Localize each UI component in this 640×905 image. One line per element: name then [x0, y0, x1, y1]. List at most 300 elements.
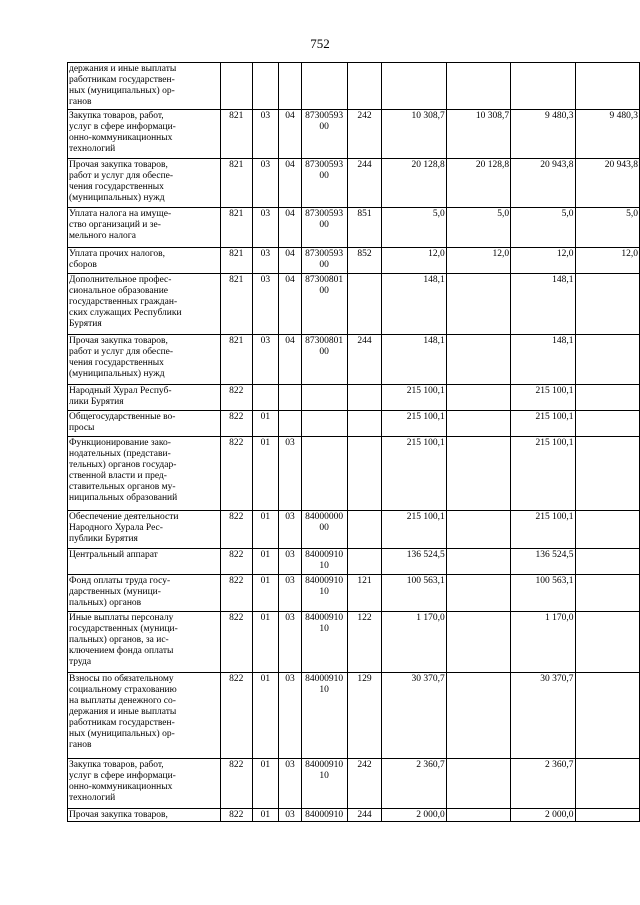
- row-gr-code: [221, 110, 253, 159]
- row-vr-code: [347, 612, 382, 673]
- row-rz-code-text: 01: [260, 760, 271, 770]
- row-name-text: Прочая закупка товаров, работ и услуг для обеспе- чения государственных (муниципальных) нужд: [69, 336, 174, 379]
- row-gr-code: [221, 63, 253, 110]
- row-gr-code: [221, 673, 253, 759]
- table-row: [68, 575, 640, 612]
- row-sum-1: [382, 274, 446, 335]
- table-row: [68, 208, 640, 248]
- row-gr-code-text: 821: [229, 249, 244, 259]
- row-gr-code: [221, 575, 253, 612]
- table-row: [68, 612, 640, 673]
- row-sum-2: [446, 385, 510, 411]
- row-gr-code-text: 822: [229, 674, 244, 684]
- table-row: [68, 437, 640, 511]
- row-cs-code-text: 84000910 10: [305, 576, 344, 597]
- row-pr-code-text: 04: [285, 275, 295, 285]
- row-rz-code: [252, 335, 279, 385]
- row-sum-3-text: 2 000,0: [545, 810, 574, 820]
- row-cs-code-text: 84000910 10: [305, 760, 344, 781]
- row-rz-code: [252, 63, 279, 110]
- row-cs-code-text: 87300593 00: [305, 209, 344, 230]
- row-gr-code: [221, 809, 253, 822]
- row-gr-code: [221, 411, 253, 437]
- row-vr-code: [347, 63, 382, 110]
- row-sum-3-text: 20 943,8: [540, 160, 574, 170]
- row-name: [68, 208, 221, 248]
- table-row: [68, 63, 640, 110]
- row-vr-code: [347, 575, 382, 612]
- row-sum-1: [382, 411, 446, 437]
- row-sum-4: [575, 110, 639, 159]
- table-row: [68, 248, 640, 274]
- row-cs-code-text: 84000910 10: [305, 550, 344, 571]
- row-name: [68, 673, 221, 759]
- row-pr-code-text: 03: [285, 674, 295, 684]
- row-sum-3: [511, 335, 575, 385]
- row-name-text: Народный Хурал Респуб- лики Бурятия: [69, 386, 172, 407]
- row-name: [68, 335, 221, 385]
- row-rz-code-text: 01: [260, 674, 271, 684]
- row-pr-code: [279, 511, 302, 549]
- row-sum-1-text: 215 100,1: [406, 512, 445, 522]
- row-gr-code-text: 822: [229, 438, 244, 448]
- row-rz-code: [252, 159, 279, 208]
- row-pr-code: [279, 274, 302, 335]
- row-cs-code-text: 87300593 00: [305, 249, 344, 270]
- row-sum-2: [446, 809, 510, 822]
- row-name: [68, 385, 221, 411]
- row-name: [68, 759, 221, 809]
- row-name: [68, 110, 221, 159]
- row-gr-code: [221, 159, 253, 208]
- row-cs-code: [301, 612, 347, 673]
- row-sum-4: [575, 335, 639, 385]
- row-sum-2: [446, 208, 510, 248]
- row-rz-code-text: 03: [260, 111, 271, 121]
- row-sum-3: [511, 612, 575, 673]
- row-name: [68, 575, 221, 612]
- row-gr-code: [221, 511, 253, 549]
- table-row: [68, 511, 640, 549]
- row-pr-code: [279, 437, 302, 511]
- row-sum-3-text: 215 100,1: [535, 438, 574, 448]
- table-row: [68, 274, 640, 335]
- row-sum-2-text: 5,0: [497, 209, 510, 219]
- row-gr-code: [221, 549, 253, 575]
- row-sum-1-text: 136 524,5: [406, 550, 445, 560]
- row-pr-code: [279, 385, 302, 411]
- row-gr-code: [221, 335, 253, 385]
- row-gr-code-text: 821: [229, 336, 244, 346]
- row-sum-3: [511, 411, 575, 437]
- row-pr-code-text: 03: [285, 512, 295, 522]
- row-sum-4: [575, 385, 639, 411]
- row-rz-code: [252, 511, 279, 549]
- row-sum-2: [446, 437, 510, 511]
- table-row: [68, 759, 640, 809]
- row-sum-2: [446, 248, 510, 274]
- row-vr-code-text: 242: [357, 111, 372, 121]
- row-name: [68, 159, 221, 208]
- row-pr-code-text: 04: [285, 249, 295, 259]
- row-sum-1-text: 10 308,7: [411, 111, 445, 121]
- row-vr-code: [347, 673, 382, 759]
- row-gr-code-text: 822: [229, 412, 244, 422]
- row-sum-2: [446, 110, 510, 159]
- row-cs-code: [301, 549, 347, 575]
- row-sum-3-text: 215 100,1: [535, 512, 574, 522]
- row-sum-3: [511, 208, 575, 248]
- row-vr-code: [347, 248, 382, 274]
- row-sum-2-text: 20 128,8: [475, 160, 510, 170]
- row-name-text: Функционирование зако- нодательных (представи- тельных) органов государ- ственной власти и пред- ставительных органов му- ниципальных образований: [69, 438, 178, 503]
- row-sum-4: [575, 63, 639, 110]
- row-sum-1: [382, 575, 446, 612]
- row-pr-code-text: 04: [285, 111, 295, 121]
- row-sum-1: [382, 159, 446, 208]
- row-sum-3: [511, 63, 575, 110]
- row-sum-4: [575, 437, 639, 511]
- row-sum-4: [575, 809, 639, 822]
- row-name-text: Дополнительное профес- сиональное образование государственных граждан- ских служащих Республики Бурятия: [69, 275, 182, 329]
- row-cs-code: [301, 511, 347, 549]
- row-pr-code: [279, 673, 302, 759]
- row-sum-3-text: 100 563,1: [535, 576, 574, 586]
- row-sum-1-text: 30 370,7: [411, 674, 445, 684]
- row-sum-1: [382, 335, 446, 385]
- row-sum-1: [382, 809, 446, 822]
- row-sum-1: [382, 63, 446, 110]
- row-cs-code-text: 87300593 00: [305, 160, 344, 181]
- row-sum-2: [446, 673, 510, 759]
- row-name: [68, 612, 221, 673]
- row-cs-code: [301, 335, 347, 385]
- row-sum-4-text: 5,0: [626, 209, 638, 219]
- row-sum-3-text: 12,0: [556, 249, 574, 259]
- row-pr-code: [279, 248, 302, 274]
- row-gr-code-text: 822: [229, 810, 244, 820]
- row-cs-code-text: 87300801 00: [305, 336, 344, 357]
- row-sum-2: [446, 511, 510, 549]
- row-sum-1: [382, 208, 446, 248]
- row-vr-code-text: 244: [357, 810, 372, 820]
- row-gr-code: [221, 759, 253, 809]
- row-vr-code: [347, 549, 382, 575]
- row-name-text: Закупка товаров, работ, услуг в сфере информаци- онно-коммуникационных технологий: [69, 760, 176, 803]
- row-sum-1-text: 100 563,1: [406, 576, 445, 586]
- row-cs-code-text: 84000910 10: [305, 613, 344, 634]
- row-cs-code-text: 84000910 10: [305, 674, 344, 695]
- row-rz-code: [252, 110, 279, 159]
- row-gr-code-text: 822: [229, 760, 244, 770]
- row-cs-code: [301, 759, 347, 809]
- row-sum-1-text: 215 100,1: [406, 438, 445, 448]
- row-name-text: держания и иные выплаты работникам государствен- ных (муниципальных) ор- ганов: [69, 64, 177, 107]
- row-sum-3: [511, 511, 575, 549]
- row-sum-3-text: 1 170,0: [545, 613, 574, 623]
- row-vr-code: [347, 110, 382, 159]
- row-sum-3-text: 148,1: [552, 336, 574, 346]
- row-name-text: Уплата прочих налогов, сборов: [69, 249, 166, 270]
- row-name: [68, 248, 221, 274]
- row-sum-4: [575, 575, 639, 612]
- page-number: 752: [310, 36, 330, 51]
- table-row: [68, 159, 640, 208]
- row-rz-code: [252, 575, 279, 612]
- row-cs-code-text: 87300801 00: [305, 275, 344, 296]
- row-rz-code: [252, 437, 279, 511]
- row-rz-code: [252, 759, 279, 809]
- row-sum-3: [511, 385, 575, 411]
- row-pr-code-text: 03: [285, 550, 295, 560]
- row-name-text: Иные выплаты персоналу государственных (муници- пальных) органов, за ис- ключением фонда оплаты труда: [69, 613, 178, 667]
- row-cs-code-text: 84000910: [305, 810, 344, 820]
- row-sum-2: [446, 63, 510, 110]
- row-rz-code-text: 03: [260, 209, 271, 219]
- row-rz-code: [252, 411, 279, 437]
- row-vr-code: [347, 759, 382, 809]
- row-cs-code: [301, 274, 347, 335]
- row-vr-code-text: 121: [357, 576, 372, 586]
- row-cs-code: [301, 63, 347, 110]
- row-pr-code-text: 03: [285, 810, 295, 820]
- row-sum-4: [575, 159, 639, 208]
- row-sum-1: [382, 385, 446, 411]
- row-cs-code: [301, 248, 347, 274]
- row-name-text: Прочая закупка товаров,: [69, 810, 168, 820]
- row-sum-4: [575, 411, 639, 437]
- row-rz-code-text: 03: [260, 336, 271, 346]
- row-sum-2: [446, 274, 510, 335]
- row-sum-3: [511, 809, 575, 822]
- row-sum-1: [382, 759, 446, 809]
- row-sum-3-text: 5,0: [561, 209, 574, 219]
- row-sum-4: [575, 511, 639, 549]
- row-rz-code-text: 01: [260, 810, 271, 820]
- row-sum-3-text: 136 524,5: [535, 550, 574, 560]
- row-sum-3: [511, 248, 575, 274]
- row-sum-1: [382, 612, 446, 673]
- row-sum-2: [446, 411, 510, 437]
- row-gr-code-text: 821: [229, 275, 244, 285]
- row-sum-3: [511, 673, 575, 759]
- row-sum-1: [382, 437, 446, 511]
- row-sum-1: [382, 673, 446, 759]
- row-vr-code-text: 129: [357, 674, 372, 684]
- row-cs-code: [301, 437, 347, 511]
- row-sum-3: [511, 159, 575, 208]
- row-rz-code: [252, 809, 279, 822]
- row-vr-code: [347, 385, 382, 411]
- row-pr-code: [279, 612, 302, 673]
- row-name-text: Общегосударственные во- просы: [69, 412, 176, 433]
- row-name-text: Обеспечение деятельности Народного Хурала Рес- публики Бурятия: [69, 512, 179, 544]
- row-pr-code-text: 04: [285, 160, 295, 170]
- row-sum-4-text: 12,0: [621, 249, 638, 259]
- row-vr-code: [347, 274, 382, 335]
- row-pr-code-text: 03: [285, 438, 295, 448]
- row-vr-code: [347, 208, 382, 248]
- row-rz-code: [252, 208, 279, 248]
- row-vr-code-text: 242: [357, 760, 372, 770]
- row-rz-code-text: 03: [260, 249, 271, 259]
- table-row: [68, 335, 640, 385]
- row-gr-code-text: 822: [229, 386, 244, 396]
- row-sum-1-text: 2 360,7: [416, 760, 445, 770]
- row-vr-code-text: 244: [357, 336, 372, 346]
- row-vr-code: [347, 437, 382, 511]
- row-sum-3-text: 215 100,1: [535, 412, 574, 422]
- row-pr-code: [279, 411, 302, 437]
- row-sum-1-text: 215 100,1: [406, 386, 445, 396]
- row-sum-4: [575, 549, 639, 575]
- row-rz-code: [252, 612, 279, 673]
- row-sum-4-text: 20 943,8: [604, 160, 638, 170]
- row-name: [68, 63, 221, 110]
- row-pr-code-text: 03: [285, 576, 295, 586]
- row-sum-4: [575, 759, 639, 809]
- row-rz-code: [252, 385, 279, 411]
- row-name-text: Прочая закупка товаров, работ и услуг для обеспе- чения государственных (муниципальных) нужд: [69, 160, 174, 203]
- row-rz-code-text: 01: [260, 613, 271, 623]
- row-name-text: Взносы по обязательному социальному страхованию на выплаты денежного со- держания и иные выплаты работникам государствен- ных (муниципальных) ор- ганов: [69, 674, 177, 750]
- row-sum-3-text: 30 370,7: [540, 674, 574, 684]
- row-sum-1: [382, 549, 446, 575]
- row-sum-1: [382, 110, 446, 159]
- row-sum-2: [446, 759, 510, 809]
- row-sum-1: [382, 511, 446, 549]
- row-pr-code: [279, 335, 302, 385]
- row-vr-code: [347, 159, 382, 208]
- row-gr-code: [221, 612, 253, 673]
- row-pr-code: [279, 809, 302, 822]
- row-rz-code: [252, 274, 279, 335]
- row-sum-2-text: 10 308,7: [475, 111, 510, 121]
- row-sum-2: [446, 335, 510, 385]
- row-rz-code-text: 03: [260, 160, 271, 170]
- row-vr-code: [347, 809, 382, 822]
- row-cs-code: [301, 809, 347, 822]
- row-sum-3-text: 9 480,3: [545, 111, 574, 121]
- row-pr-code-text: 03: [285, 760, 295, 770]
- row-sum-4: [575, 673, 639, 759]
- row-sum-4: [575, 248, 639, 274]
- row-name: [68, 411, 221, 437]
- row-cs-code: [301, 110, 347, 159]
- row-sum-1-text: 2 000,0: [416, 810, 445, 820]
- row-sum-4: [575, 612, 639, 673]
- row-sum-4: [575, 208, 639, 248]
- row-sum-3: [511, 437, 575, 511]
- row-gr-code-text: 821: [229, 160, 244, 170]
- row-pr-code-text: 03: [285, 613, 295, 623]
- row-rz-code-text: 01: [260, 412, 271, 422]
- row-cs-code-text: 87300593 00: [305, 111, 344, 132]
- row-vr-code: [347, 335, 382, 385]
- row-sum-2: [446, 612, 510, 673]
- row-cs-code: [301, 673, 347, 759]
- table-row: [68, 385, 640, 411]
- row-gr-code-text: 822: [229, 613, 244, 623]
- row-cs-code-text: 84000000 00: [305, 512, 344, 533]
- table-row: [68, 673, 640, 759]
- row-rz-code: [252, 248, 279, 274]
- row-gr-code: [221, 248, 253, 274]
- row-sum-1-text: 148,1: [423, 275, 445, 285]
- row-vr-code-text: 852: [357, 249, 372, 259]
- row-name: [68, 549, 221, 575]
- row-gr-code-text: 822: [229, 550, 244, 560]
- row-name: [68, 437, 221, 511]
- row-name-text: Центральный аппарат: [69, 550, 158, 560]
- row-gr-code-text: 821: [229, 209, 244, 219]
- row-vr-code-text: 851: [357, 209, 372, 219]
- row-gr-code: [221, 385, 253, 411]
- row-sum-1-text: 5,0: [432, 209, 445, 219]
- row-sum-2: [446, 575, 510, 612]
- row-pr-code-text: 04: [285, 209, 295, 219]
- row-rz-code-text: 01: [260, 512, 271, 522]
- row-pr-code: [279, 575, 302, 612]
- row-pr-code: [279, 159, 302, 208]
- row-sum-1-text: 12,0: [428, 249, 445, 259]
- row-vr-code-text: 244: [357, 160, 372, 170]
- row-pr-code: [279, 63, 302, 110]
- row-gr-code-text: 822: [229, 512, 244, 522]
- row-rz-code-text: 01: [260, 550, 271, 560]
- row-vr-code: [347, 411, 382, 437]
- row-sum-3: [511, 274, 575, 335]
- table-row: [68, 549, 640, 575]
- row-sum-1-text: 1 170,0: [416, 613, 445, 623]
- row-rz-code: [252, 549, 279, 575]
- row-rz-code-text: 01: [260, 576, 271, 586]
- row-pr-code: [279, 759, 302, 809]
- row-sum-1-text: 20 128,8: [411, 160, 445, 170]
- row-sum-4: [575, 274, 639, 335]
- budget-table-body: [68, 63, 640, 822]
- row-vr-code: [347, 511, 382, 549]
- row-sum-4-text: 9 480,3: [609, 111, 638, 121]
- row-rz-code: [252, 673, 279, 759]
- row-cs-code: [301, 575, 347, 612]
- row-gr-code-text: 821: [229, 111, 244, 121]
- budget-table: [67, 62, 640, 822]
- row-sum-3-text: 215 100,1: [535, 386, 574, 396]
- row-rz-code-text: 01: [260, 438, 271, 448]
- row-sum-2: [446, 159, 510, 208]
- row-pr-code: [279, 208, 302, 248]
- row-gr-code: [221, 208, 253, 248]
- table-row: [68, 411, 640, 437]
- row-gr-code-text: 822: [229, 576, 244, 586]
- row-sum-1-text: 148,1: [423, 336, 445, 346]
- row-rz-code-text: 03: [260, 275, 271, 285]
- row-cs-code: [301, 411, 347, 437]
- row-sum-3-text: 2 360,7: [545, 760, 574, 770]
- row-sum-3: [511, 110, 575, 159]
- row-vr-code-text: 122: [357, 613, 372, 623]
- row-sum-3: [511, 759, 575, 809]
- row-sum-1-text: 215 100,1: [406, 412, 445, 422]
- row-pr-code-text: 04: [285, 336, 295, 346]
- row-name-text: Закупка товаров, работ, услуг в сфере информаци- онно-коммуникационных технологий: [69, 111, 176, 154]
- row-pr-code: [279, 549, 302, 575]
- row-name: [68, 274, 221, 335]
- row-cs-code: [301, 159, 347, 208]
- row-name-text: Уплата налога на имуще- ство организаций и зе- мельного налога: [69, 209, 172, 241]
- row-name: [68, 511, 221, 549]
